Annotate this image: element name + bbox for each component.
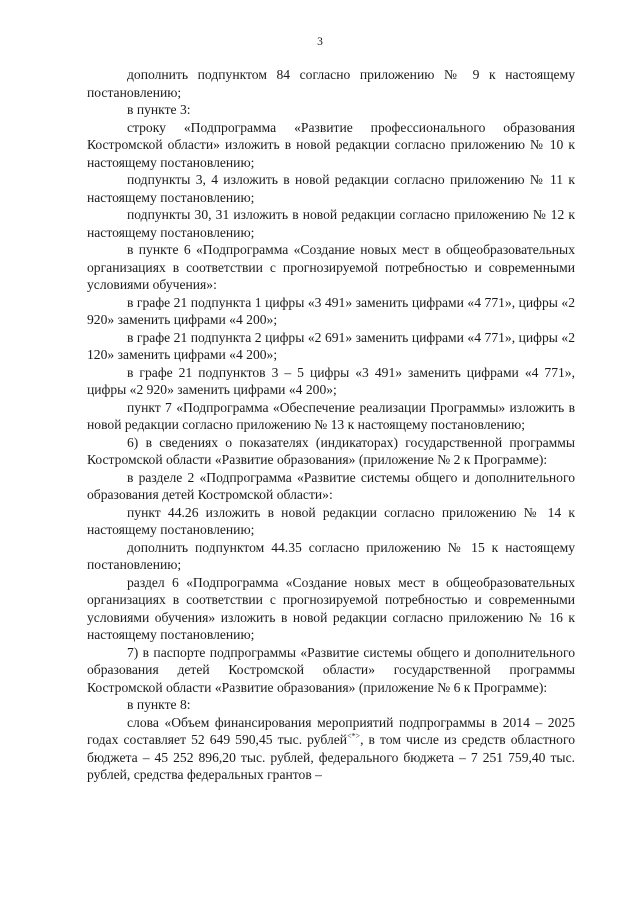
paragraph: в пункте 6 «Подпрограмма «Создание новых мест в общеобразовательных организациях в соответствии с прогнозируемой потребностью и современными условиями обучения»:	[87, 242, 575, 292]
funding-text-start: слова «Объем финансирования мероприятий подпрограммы в 2014 – 2025 годах составляет 52 649 590,45 тыс. рублей	[87, 714, 575, 747]
page-number: 3	[317, 36, 323, 48]
paragraph: раздел 6 «Подпрограмма «Создание новых мест в общеобразовательных организациях в соответствии с прогнозируемой потребностью и современными условиями обучения» изложить в новой редакции согласно приложению № 16 к настоящему постановлению;	[87, 574, 575, 642]
paragraph: подпункты 3, 4 изложить в новой редакции согласно приложению № 11 к настоящему постановлению;	[87, 172, 575, 205]
paragraph: дополнить подпунктом 84 согласно приложению № 9 к настоящему постановлению;	[87, 67, 575, 100]
paragraph: в графе 21 подпунктов 3 – 5 цифры «3 491» заменить цифрами «4 771», цифры «2 920» заменить цифрами «4 200»;	[87, 364, 575, 397]
paragraph: в пункте 8:	[127, 697, 191, 712]
paragraph: пункт 44.26 изложить в новой редакции согласно приложению № 14 к настоящему постановлению;	[87, 504, 575, 537]
paragraph: в графе 21 подпункта 1 цифры «3 491» заменить цифрами «4 771», цифры «2 920» заменить цифрами «4 200»;	[87, 294, 575, 327]
paragraph: строку «Подпрограмма «Развитие профессионального образования Костромской области» изложить в новой редакции согласно приложению № 10 к настоящему постановлению;	[87, 119, 575, 170]
paragraph: дополнить подпунктом 44.35 согласно приложению № 15 к настоящему постановлению;	[87, 539, 575, 572]
paragraph: пункт 7 «Подпрограмма «Обеспечение реализации Программы» изложить в новой редакции согласно приложению № 13 к настоящему постановлению;	[87, 399, 575, 432]
paragraph: в разделе 2 «Подпрограмма «Развитие системы общего и дополнительного образования детей Костромской области»:	[87, 469, 575, 502]
paragraph-funding	[87, 714, 575, 784]
document-body	[87, 66, 575, 784]
paragraph: в пункте 3:	[127, 102, 191, 117]
paragraph: подпункты 30, 31 изложить в новой редакции согласно приложению № 12 к настоящему постановлению;	[87, 207, 575, 240]
paragraph: 6) в сведениях о показателях (индикаторах) государственной программы Костромской области «Развитие образования» (приложение № 2 к Программе):	[87, 434, 575, 467]
paragraph: в графе 21 подпункта 2 цифры «2 691» заменить цифрами «4 771», цифры «2 120» заменить цифрами «4 200»;	[87, 329, 575, 362]
funding-text-end: , в том числе из средств областного бюджета – 45 252 896,20 тыс. рублей, федерального бюджета – 7 251 759,40 тыс. рублей, средства федеральных грантов –	[87, 732, 576, 782]
footnote-marker: <*>	[347, 731, 361, 741]
paragraph: 7) в паспорте подпрограммы «Развитие системы общего и дополнительного образования детей Костромской области» государственной программы Костромской области «Развитие образования» (приложение № 6 к Программе):	[87, 644, 575, 695]
